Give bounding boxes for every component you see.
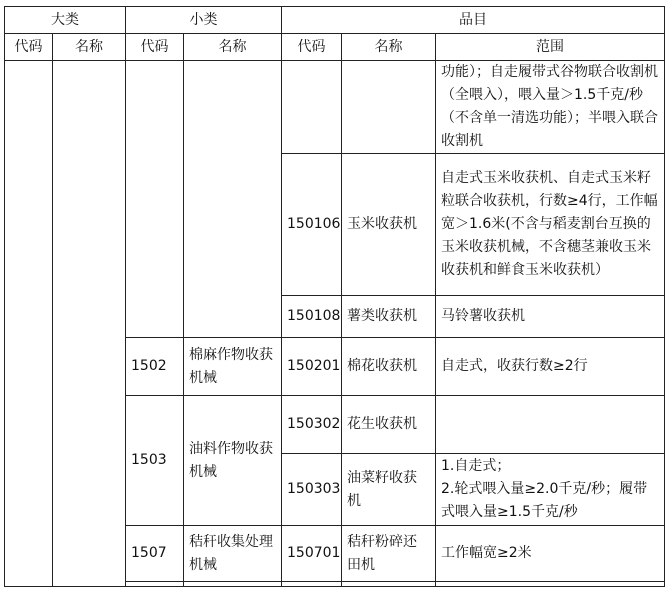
item-code-cell: 150303	[282, 454, 342, 526]
header-item-group: 品目	[282, 7, 665, 34]
range-cell	[436, 454, 665, 526]
minor-code-cell: 1502	[126, 338, 184, 396]
catalog-table	[4, 6, 665, 587]
header-minor-name: 名称	[184, 34, 282, 61]
cut-cell	[282, 582, 342, 587]
item-name-cell	[342, 61, 436, 154]
item-code-cell	[282, 61, 342, 154]
minor-code-cell	[126, 61, 184, 338]
item-name-cell: 花生收获机	[342, 396, 436, 454]
cut-cell	[342, 582, 436, 587]
header-column-row	[5, 34, 665, 61]
range-cell: 马铃薯收获机	[436, 296, 665, 338]
major-name-cell	[53, 61, 126, 587]
range-line: 1.自走式；	[441, 458, 511, 474]
cut-cell	[184, 582, 282, 587]
minor-code-cell: 1507	[126, 526, 184, 582]
header-item-code: 代码	[282, 34, 342, 61]
header-major-name: 名称	[53, 34, 126, 61]
header-item-name: 名称	[342, 34, 436, 61]
item-name-cell: 油菜籽收获机	[342, 454, 436, 526]
item-code-cell: 150106	[282, 154, 342, 296]
header-minor-group: 小类	[126, 7, 282, 34]
range-line: 2.轮式喂入量≥2.0千克/秒；履带式喂入量≥1.5千克/秒	[441, 481, 648, 520]
item-code-cell: 150701	[282, 526, 342, 582]
item-name-cell: 秸秆粉碎还田机	[342, 526, 436, 582]
range-cell	[436, 396, 665, 454]
range-cell: 工作幅宽≥2米	[436, 526, 665, 582]
header-major-group: 大类	[5, 7, 126, 34]
range-cell: 功能）；自走履带式谷物联合收割机（全喂入），喂入量＞1.5千克/秒（不含单一清选功能）；半喂入联合收割机	[436, 61, 665, 154]
item-code-cell: 150201	[282, 338, 342, 396]
item-name-cell: 薯类收获机	[342, 296, 436, 338]
header-group-row	[5, 7, 665, 34]
item-code-cell: 150108	[282, 296, 342, 338]
minor-name-cell: 棉麻作物收获机械	[184, 338, 282, 396]
item-code-cell: 150302	[282, 396, 342, 454]
range-cell: 自走式玉米收获机、自走式玉米籽粒联合收获机，行数≥4行，工作幅宽＞1.6米(不含与稻麦割台互换的玉米收获机械，不含穗茎兼收玉米收获机和鲜食玉米收获机）	[436, 154, 665, 296]
cut-cell	[126, 582, 184, 587]
minor-name-cell: 油料作物收获机械	[184, 396, 282, 526]
minor-name-cell	[184, 61, 282, 338]
minor-code-cell: 1503	[126, 396, 184, 526]
header-minor-code: 代码	[126, 34, 184, 61]
table-row	[5, 61, 665, 154]
minor-name-cell: 秸秆收集处理机械	[184, 526, 282, 582]
major-code-cell	[5, 61, 53, 587]
range-cell: 自走式，收获行数≥2行	[436, 338, 665, 396]
item-name-cell: 玉米收获机	[342, 154, 436, 296]
cut-cell	[436, 582, 665, 587]
header-major-code: 代码	[5, 34, 53, 61]
header-range: 范围	[436, 34, 665, 61]
item-name-cell: 棉花收获机	[342, 338, 436, 396]
